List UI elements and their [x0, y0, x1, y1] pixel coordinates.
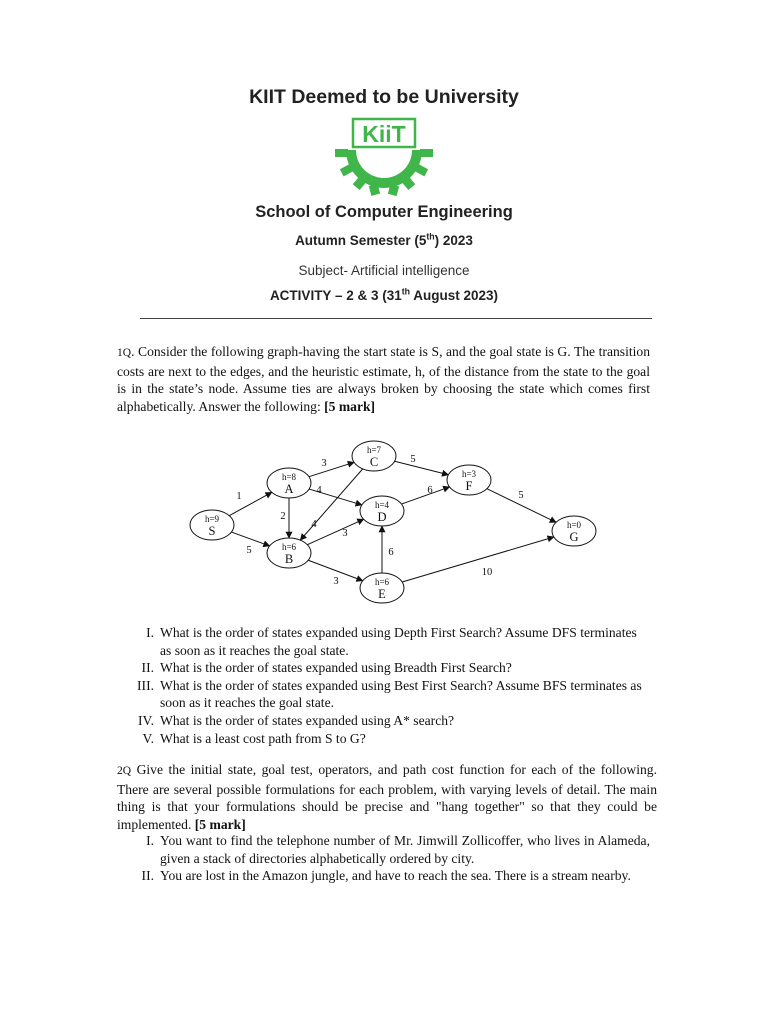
list-item [117, 659, 650, 677]
list-item [117, 624, 650, 659]
question-1-body: . Consider the following graph-having the start state is S, and the goal state is G. The transition costs are next to the edges, and the heuristic estimate, h, of the distance from the state to the goal is in the state’s node. Assume ties are always broken by choosing the state which comes first alphabetically. Answer the following: [117, 344, 650, 414]
semester-text: Autumn Semester (5 [295, 233, 427, 248]
question-1-number: 1Q [117, 347, 132, 359]
header-divider [140, 318, 652, 319]
logo-text: KiiT [362, 121, 406, 147]
node-heuristic: h=4 [374, 500, 390, 510]
edge-cost-label: 2 [280, 511, 286, 522]
item-text: You are lost in the Amazon jungle, and have to reach the sea. There is a stream nearby. [160, 868, 631, 884]
node-heuristic: h=0 [566, 520, 582, 530]
item-number: I. [146, 625, 154, 640]
semester-sup: th [426, 231, 435, 242]
activity-line [0, 288, 768, 303]
item-number: I. [146, 833, 154, 848]
list-item [117, 712, 650, 730]
semester-line [0, 233, 768, 248]
item-text: You want to find the telephone number of Mr. Jimwill Zollicoffer, who lives in Alameda, given a stack of directories alphabetically ordered by city. [160, 833, 650, 866]
edge-A-C [309, 462, 354, 476]
item-text: What is the order of states expanded using A* search? [160, 712, 455, 728]
item-number: II. [141, 660, 154, 676]
node-F [447, 465, 491, 495]
edge-E-G [402, 537, 554, 582]
item-text: What is the order of states expanded using Breadth First Search? [160, 660, 512, 676]
edge-cost-label: 3 [342, 528, 348, 539]
node-heuristic: h=6 [281, 542, 297, 552]
edge-cost-label: 3 [333, 576, 339, 587]
node-label: F [465, 479, 473, 493]
edge-D-F [401, 487, 449, 504]
kiit-logo [332, 116, 436, 196]
node-heuristic: h=9 [204, 514, 220, 524]
list-item [117, 730, 650, 748]
semester-year: ) 2023 [434, 233, 473, 248]
edge-cost-label: 5 [518, 490, 524, 501]
node-label: A [284, 482, 294, 496]
node-A [267, 468, 311, 498]
state-graph [188, 436, 608, 608]
node-D [360, 496, 404, 526]
edge-C-F [395, 461, 449, 475]
edge-S-B [231, 532, 269, 546]
node-heuristic: h=7 [366, 445, 382, 455]
gear-icon [335, 149, 433, 196]
question-1-marks: [5 mark] [324, 398, 376, 414]
item-text: What is the order of states expanded using Depth First Search? Assume DFS terminates as soon as it reaches the goal state. [160, 625, 637, 658]
list-item [117, 832, 650, 867]
item-text: What is the order of states expanded using Best First Search? Assume BFS terminates as soon as it reaches the goal state. [160, 677, 642, 711]
node-heuristic: h=3 [461, 469, 477, 479]
activity-text: ACTIVITY – 2 & 3 (31 [269, 288, 402, 303]
activity-date: August 2023) [410, 288, 499, 303]
node-label: G [569, 530, 579, 544]
node-C [352, 441, 396, 471]
question-2-text [117, 761, 657, 833]
question-2-items [117, 832, 650, 885]
edge-cost-label: 1 [236, 491, 242, 502]
school-name: School of Computer Engineering [255, 203, 513, 221]
node-label: D [377, 510, 387, 524]
question-2-marks: [5 mark] [194, 816, 246, 832]
edge-cost-label: 5 [410, 454, 416, 465]
question-1-text [117, 343, 650, 415]
item-number: II. [141, 868, 154, 884]
node-heuristic: h=8 [281, 472, 297, 482]
node-B [267, 538, 311, 568]
graph-nodes [190, 441, 596, 603]
edge-cost-label: 4 [311, 519, 317, 530]
edge-cost-label: 6 [427, 485, 433, 496]
list-item [117, 867, 650, 885]
node-E [360, 573, 404, 603]
university-title: KIIT Deemed to be University [249, 86, 519, 108]
item-text: What is a least cost path from S to G? [160, 730, 366, 746]
node-S [190, 510, 234, 540]
edge-cost-label: 6 [388, 547, 394, 558]
node-label: B [284, 552, 294, 566]
node-G [552, 516, 596, 546]
node-heuristic: h=6 [374, 577, 390, 587]
question-2-body: Give the initial state, goal test, operators, and path cost function for each of the following. There are several possible formulations for each problem, with varying levels of detail. The main thing is that your formulations should be precise and "hang together" so that they could be implemented. [117, 762, 657, 832]
edge-cost-label: 10 [481, 567, 493, 578]
question-2-number: 2Q [117, 765, 132, 777]
edge-cost-label: 3 [321, 458, 327, 469]
activity-sup: th [401, 286, 411, 297]
node-label: E [378, 587, 386, 601]
edge-cost-label: 4 [316, 485, 322, 496]
node-label: C [369, 455, 379, 469]
node-label: S [208, 524, 216, 538]
edge-cost-label: 5 [246, 545, 252, 556]
item-number: V. [142, 730, 154, 746]
list-item [117, 677, 650, 712]
item-number: IV. [138, 712, 154, 728]
item-number: III. [137, 677, 154, 693]
subject-line: Subject- Artificial intelligence [298, 263, 470, 278]
question-1-items [117, 624, 650, 747]
